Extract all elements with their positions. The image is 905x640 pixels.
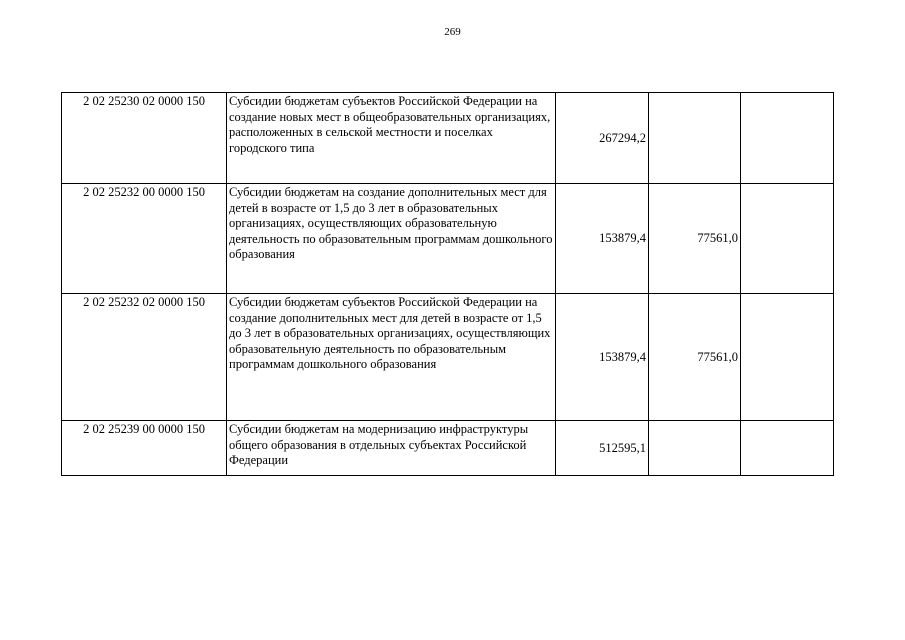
table-row [62,184,834,294]
description-cell: Субсидии бюджетам на создание дополнительных мест для детей в возрасте от 1,5 до 3 лет в образовательных организациях, осуществляющих образовательную деятельность по образовательным программам дошкольного образования [227,184,556,294]
budget-code-cell: 2 02 25230 02 0000 150 [62,93,227,184]
value-cell-3 [741,294,834,421]
value-cell-1: 153879,4 [556,294,649,421]
value-cell-3 [741,93,834,184]
value-cell-3 [741,421,834,476]
value-cell-3 [741,184,834,294]
description-cell: Субсидии бюджетам на модернизацию инфраструктуры общего образования в отдельных субъектах Российской Федерации [227,421,556,476]
value-cell-2: 77561,0 [649,294,741,421]
value-cell-1: 512595,1 [556,421,649,476]
table-row [62,294,834,421]
value-cell-2 [649,93,741,184]
page-number: 269 [444,26,461,38]
budget-table [61,92,834,476]
table-row [62,421,834,476]
value-cell-2 [649,421,741,476]
table-row [62,93,834,184]
description-cell: Субсидии бюджетам субъектов Российской Федерации на создание новых мест в общеобразовательных организациях, расположенных в сельской местности и поселках городского типа [227,93,556,184]
value-cell-2: 77561,0 [649,184,741,294]
value-cell-1: 267294,2 [556,93,649,184]
budget-code-cell: 2 02 25239 00 0000 150 [62,421,227,476]
description-cell: Субсидии бюджетам субъектов Российской Федерации на создание дополнительных мест для детей в возрасте от 1,5 до 3 лет в образовательных организациях, осуществляющих образовательную деятельность по образовательным программам дошкольного образования [227,294,556,421]
value-cell-1: 153879,4 [556,184,649,294]
budget-code-cell: 2 02 25232 00 0000 150 [62,184,227,294]
budget-code-cell: 2 02 25232 02 0000 150 [62,294,227,421]
